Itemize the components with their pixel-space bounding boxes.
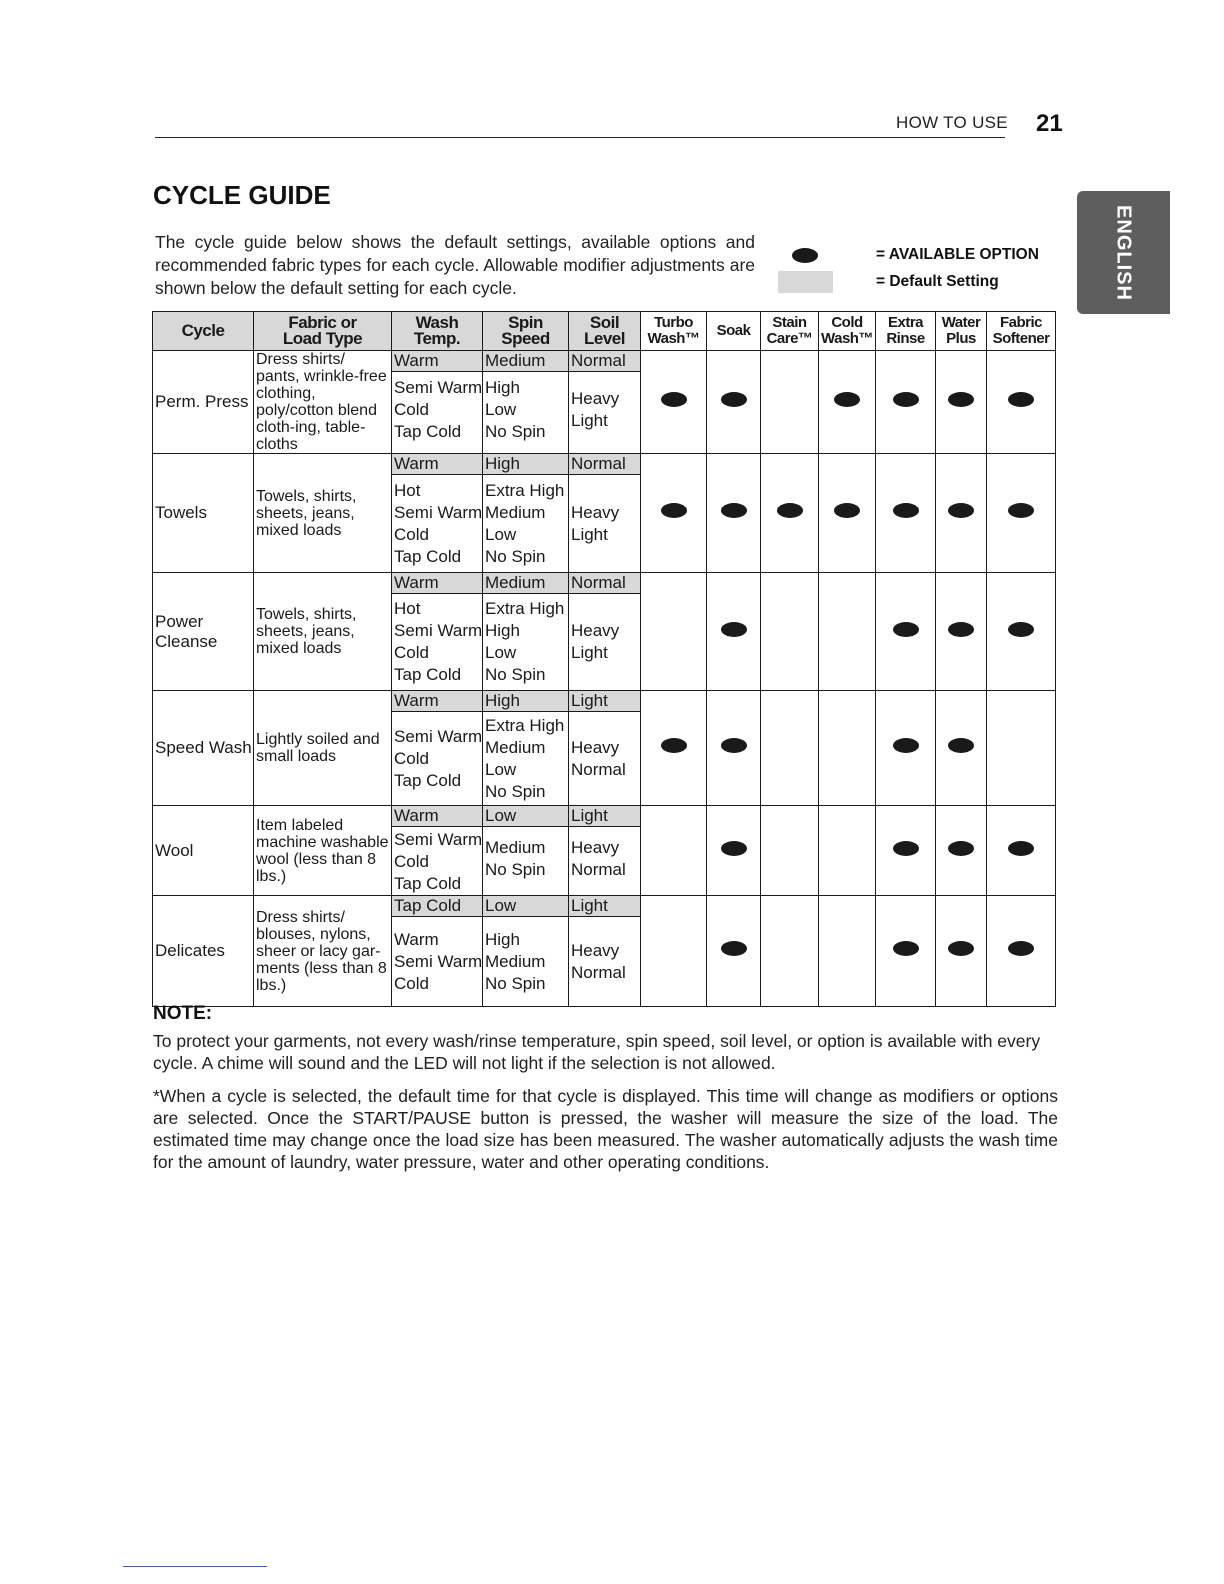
option-softener-cell xyxy=(987,896,1056,1007)
note-paragraph-2: *When a cycle is selected, the default time for that cycle is displayed. This time will change as modifiers or options are selected. Once the START/PAUSE button is pressed, the washer will measure the size of the load. The estimated time may change once the load size has been measured. The washer automatically adjusts the wash time for the amount of laundry, water pressure, water and other operating conditions. xyxy=(153,1086,1058,1172)
available-option-dot-icon xyxy=(948,392,974,407)
wash-temp-options xyxy=(392,475,482,568)
soil-level-options xyxy=(569,827,640,881)
spin-speed-option: No Spin xyxy=(485,421,546,441)
header-fabric-softener: Fabric Softener xyxy=(987,312,1056,351)
available-option-dot-icon xyxy=(893,392,919,407)
soil-level-option: Normal xyxy=(571,962,626,982)
wash-temp-options xyxy=(392,594,482,686)
fabric-type: Dress shirts/ pants, wrinkle-free clothing, poly/cotton blend cloth-ing, table- cloths xyxy=(254,351,392,454)
spin-speed-cell xyxy=(483,351,569,454)
option-softener-cell xyxy=(987,573,1056,691)
soil-level-options xyxy=(569,917,640,984)
option-stain-cell xyxy=(761,454,819,573)
wash-temp-default: Warm xyxy=(392,351,482,372)
spin-speed-option: High xyxy=(485,377,520,397)
spin-speed-options xyxy=(483,475,568,568)
intro-paragraph: The cycle guide below shows the default settings, available options and recommended fabric types for each cycle. Allowable modifier adjustments are shown below the default setting for each cycle. xyxy=(155,232,755,298)
soil-level-option: Heavy xyxy=(571,737,620,757)
available-option-dot-icon xyxy=(721,392,747,407)
wash-temp-default: Warm xyxy=(392,573,482,594)
soil-level-options xyxy=(569,475,640,546)
option-water-cell xyxy=(936,896,987,1007)
option-softener-cell xyxy=(987,454,1056,573)
fabric-type: Dress shirts/ blouses, nylons, sheer or lacy gar-ments (less than 8 lbs.) xyxy=(254,896,392,1007)
spin-speed-option: High xyxy=(485,621,520,640)
wash-temp-option: Tap Cold xyxy=(394,421,462,441)
option-turbo-cell xyxy=(641,806,707,896)
spin-speed-default: High xyxy=(483,691,568,712)
spin-speed-option: Medium xyxy=(485,951,546,971)
soil-level-cell xyxy=(569,351,641,454)
spin-speed-option: Low xyxy=(485,759,517,779)
available-option-dot-icon xyxy=(893,841,919,856)
spin-speed-options xyxy=(483,372,568,443)
fabric-type: Item labeled machine washable wool (less than 8 lbs.) xyxy=(254,806,392,896)
available-option-dot-icon xyxy=(792,248,818,263)
wash-temp-default: Tap Cold xyxy=(392,896,482,917)
soil-level-default: Normal xyxy=(569,454,640,475)
available-option-dot-icon xyxy=(721,941,747,956)
cycle-name: Power Cleanse xyxy=(153,573,254,691)
soil-level-default: Normal xyxy=(569,351,640,372)
available-option-dot-icon xyxy=(948,503,974,518)
soil-level-cell xyxy=(569,454,641,573)
soil-level-option: Heavy xyxy=(571,838,620,857)
available-option-dot-icon xyxy=(948,941,974,956)
wash-temp-option: Semi Warm xyxy=(394,377,483,397)
soil-level-cell xyxy=(569,691,641,806)
default-setting-swatch xyxy=(778,271,833,293)
wash-temp-option: Semi Warm xyxy=(394,502,483,522)
table-row xyxy=(153,691,1056,806)
available-option-dot-icon xyxy=(1008,503,1034,518)
wash-temp-options xyxy=(392,917,482,995)
soil-level-cell xyxy=(569,573,641,691)
wash-temp-default: Warm xyxy=(392,691,482,712)
soil-level-option: Light xyxy=(571,643,608,662)
wash-temp-option: Cold xyxy=(394,524,429,544)
header-cycle: Cycle xyxy=(153,312,254,351)
spin-speed-option: Low xyxy=(485,399,517,419)
option-rinse-cell xyxy=(876,454,936,573)
language-tab xyxy=(1077,191,1170,314)
header-spin-speed: Spin Speed xyxy=(483,312,569,351)
header-water-plus: Water Plus xyxy=(936,312,987,351)
wash-temp-cell xyxy=(392,806,483,896)
header-soil-level: Soil Level xyxy=(569,312,641,351)
spin-speed-cell xyxy=(483,573,569,691)
option-water-cell xyxy=(936,806,987,896)
wash-temp-default: Warm xyxy=(392,454,482,475)
soil-level-options xyxy=(569,594,640,664)
option-water-cell xyxy=(936,351,987,454)
option-cold-cell xyxy=(819,691,876,806)
table-row xyxy=(153,573,1056,691)
available-option-dot-icon xyxy=(777,503,803,518)
soil-level-options xyxy=(569,712,640,781)
cycle-name: Speed Wash xyxy=(153,691,254,806)
available-option-dot-icon xyxy=(893,622,919,637)
available-option-dot-icon xyxy=(948,622,974,637)
available-option-dot-icon xyxy=(661,503,687,518)
option-cold-cell xyxy=(819,896,876,1007)
wash-temp-option: Semi Warm xyxy=(394,830,483,849)
available-option-dot-icon xyxy=(1008,841,1034,856)
available-option-dot-icon xyxy=(1008,941,1034,956)
legend-default-row xyxy=(770,270,999,294)
spin-speed-option: No Spin xyxy=(485,781,546,801)
wash-temp-option: Semi Warm xyxy=(394,621,483,640)
available-option-dot-icon xyxy=(1008,392,1034,407)
legend-available-label: = AVAILABLE OPTION xyxy=(876,246,1039,263)
wash-temp-option: Tap Cold xyxy=(394,770,462,790)
available-option-dot-icon xyxy=(834,392,860,407)
wash-temp-option: Warm xyxy=(394,929,439,949)
available-option-dot-icon xyxy=(893,941,919,956)
fabric-type: Towels, shirts, sheets, jeans, mixed loads xyxy=(254,454,392,573)
wash-temp-option: Tap Cold xyxy=(394,665,462,684)
wash-temp-option: Hot xyxy=(394,480,421,500)
page-number: 21 xyxy=(1036,110,1063,137)
cycle-name: Towels xyxy=(153,454,254,573)
spin-speed-option: Low xyxy=(485,524,517,544)
table-row xyxy=(153,896,1056,1007)
wash-temp-option: Cold xyxy=(394,643,429,662)
soil-level-cell xyxy=(569,806,641,896)
available-option-dot-icon xyxy=(721,841,747,856)
option-softener-cell xyxy=(987,806,1056,896)
option-water-cell xyxy=(936,691,987,806)
option-turbo-cell xyxy=(641,573,707,691)
spin-speed-cell xyxy=(483,691,569,806)
option-softener-cell xyxy=(987,351,1056,454)
section-label: HOW TO USE xyxy=(896,113,1008,132)
option-soak-cell xyxy=(707,896,761,1007)
spin-speed-option: Medium xyxy=(485,737,546,757)
cycle-name: Delicates xyxy=(153,896,254,1007)
table-row xyxy=(153,806,1056,896)
option-rinse-cell xyxy=(876,896,936,1007)
header-fabric: Fabric or Load Type xyxy=(254,312,392,351)
option-soak-cell xyxy=(707,806,761,896)
option-turbo-cell xyxy=(641,454,707,573)
legend xyxy=(770,240,1060,300)
available-option-dot-icon xyxy=(948,738,974,753)
wash-temp-option: Tap Cold xyxy=(394,546,462,566)
soil-level-option: Light xyxy=(571,524,608,544)
option-rinse-cell xyxy=(876,351,936,454)
spin-speed-cell xyxy=(483,806,569,896)
option-rinse-cell xyxy=(876,691,936,806)
fabric-type: Lightly soiled and small loads xyxy=(254,691,392,806)
spin-speed-option: Low xyxy=(485,643,517,662)
available-option-dot-icon xyxy=(948,841,974,856)
spin-speed-default: Low xyxy=(483,806,568,827)
available-option-dot-icon xyxy=(1008,622,1034,637)
option-cold-cell xyxy=(819,573,876,691)
spin-speed-option: No Spin xyxy=(485,665,546,684)
wash-temp-options xyxy=(392,372,482,443)
header-soak: Soak xyxy=(707,312,761,351)
soil-level-default: Light xyxy=(569,896,640,917)
wash-temp-cell xyxy=(392,573,483,691)
wash-temp-cell xyxy=(392,896,483,1007)
footer-line xyxy=(123,1566,267,1567)
wash-temp-options xyxy=(392,827,482,895)
spin-speed-default: Low xyxy=(483,896,568,917)
option-water-cell xyxy=(936,454,987,573)
spin-speed-cell xyxy=(483,454,569,573)
wash-temp-option: Cold xyxy=(394,399,429,419)
option-soak-cell xyxy=(707,691,761,806)
soil-level-option: Light xyxy=(571,410,608,430)
spin-speed-option: No Spin xyxy=(485,860,546,879)
wash-temp-option: Cold xyxy=(394,852,429,871)
page-title: CYCLE GUIDE xyxy=(153,180,331,210)
header-wash-temp: Wash Temp. xyxy=(392,312,483,351)
spin-speed-option: High xyxy=(485,929,520,949)
available-option-dot-icon xyxy=(893,738,919,753)
legend-default-label: = Default Setting xyxy=(876,273,999,290)
cycle-name: Wool xyxy=(153,806,254,896)
cycle-name: Perm. Press xyxy=(153,351,254,454)
option-stain-cell xyxy=(761,351,819,454)
option-water-cell xyxy=(936,573,987,691)
spin-speed-default: High xyxy=(483,454,568,475)
spin-speed-option: Extra High xyxy=(485,480,565,500)
wash-temp-options xyxy=(392,712,482,792)
option-turbo-cell xyxy=(641,896,707,1007)
wash-temp-option: Cold xyxy=(394,748,429,768)
available-option-dot-icon xyxy=(721,738,747,753)
soil-level-option: Normal xyxy=(571,860,626,879)
spin-speed-option: Extra High xyxy=(485,599,565,618)
option-turbo-cell xyxy=(641,351,707,454)
table-header-row xyxy=(153,312,1056,351)
header-stain-care: Stain Care™ xyxy=(761,312,819,351)
spin-speed-cell xyxy=(483,896,569,1007)
option-cold-cell xyxy=(819,351,876,454)
language-tab-label: ENGLISH xyxy=(1112,205,1135,301)
spin-speed-options xyxy=(483,712,568,803)
soil-level-default: Light xyxy=(569,691,640,712)
fabric-type: Towels, shirts, sheets, jeans, mixed loads xyxy=(254,573,392,691)
soil-level-cell xyxy=(569,896,641,1007)
table-row xyxy=(153,454,1056,573)
spin-speed-options xyxy=(483,827,568,881)
option-soak-cell xyxy=(707,351,761,454)
option-stain-cell xyxy=(761,691,819,806)
note-title: NOTE: xyxy=(153,1003,213,1024)
option-stain-cell xyxy=(761,806,819,896)
option-stain-cell xyxy=(761,896,819,1007)
soil-level-options xyxy=(569,372,640,432)
option-cold-cell xyxy=(819,806,876,896)
spin-speed-option: Medium xyxy=(485,838,546,857)
wash-temp-cell xyxy=(392,351,483,454)
soil-level-option: Heavy xyxy=(571,940,620,960)
wash-temp-cell xyxy=(392,691,483,806)
available-option-dot-icon xyxy=(721,503,747,518)
spin-speed-option: Medium xyxy=(485,502,546,522)
spin-speed-option: No Spin xyxy=(485,973,546,993)
header-cold-wash: Cold Wash™ xyxy=(819,312,876,351)
soil-level-option: Heavy xyxy=(571,621,620,640)
wash-temp-option: Cold xyxy=(394,973,429,993)
spin-speed-options xyxy=(483,917,568,995)
option-turbo-cell xyxy=(641,691,707,806)
spin-speed-options xyxy=(483,594,568,686)
header-rule xyxy=(155,137,1005,138)
wash-temp-option: Semi Warm xyxy=(394,726,483,746)
available-option-dot-icon xyxy=(893,503,919,518)
header-turbo-wash: Turbo Wash™ xyxy=(641,312,707,351)
soil-level-option: Heavy xyxy=(571,388,620,408)
soil-level-option: Normal xyxy=(571,759,626,779)
legend-available-row xyxy=(770,243,1039,267)
spin-speed-default: Medium xyxy=(483,573,568,594)
wash-temp-option: Semi Warm xyxy=(394,951,483,971)
wash-temp-option: Tap Cold xyxy=(394,874,462,893)
spin-speed-default: Medium xyxy=(483,351,568,372)
wash-temp-option: Hot xyxy=(394,599,421,618)
note-paragraph-1: To protect your garments, not every wash/rinse temperature, spin speed, soil level, or option is available with every cycle. A chime will sound and the LED will not light if the selection is not allowed. xyxy=(153,1031,1041,1073)
available-option-dot-icon xyxy=(721,622,747,637)
available-option-dot-icon xyxy=(834,503,860,518)
soil-level-default: Normal xyxy=(569,573,640,594)
option-soak-cell xyxy=(707,573,761,691)
soil-level-default: Light xyxy=(569,806,640,827)
soil-level-option: Heavy xyxy=(571,502,620,522)
option-softener-cell xyxy=(987,691,1056,806)
available-option-dot-icon xyxy=(661,392,687,407)
header-extra-rinse: Extra Rinse xyxy=(876,312,936,351)
spin-speed-option: No Spin xyxy=(485,546,546,566)
option-soak-cell xyxy=(707,454,761,573)
option-rinse-cell xyxy=(876,573,936,691)
wash-temp-cell xyxy=(392,454,483,573)
option-rinse-cell xyxy=(876,806,936,896)
table-row xyxy=(153,351,1056,454)
available-option-dot-icon xyxy=(661,738,687,753)
wash-temp-default: Warm xyxy=(392,806,482,827)
option-stain-cell xyxy=(761,573,819,691)
cycle-guide-table xyxy=(152,311,1056,1007)
spin-speed-option: Extra High xyxy=(485,715,565,735)
option-cold-cell xyxy=(819,454,876,573)
